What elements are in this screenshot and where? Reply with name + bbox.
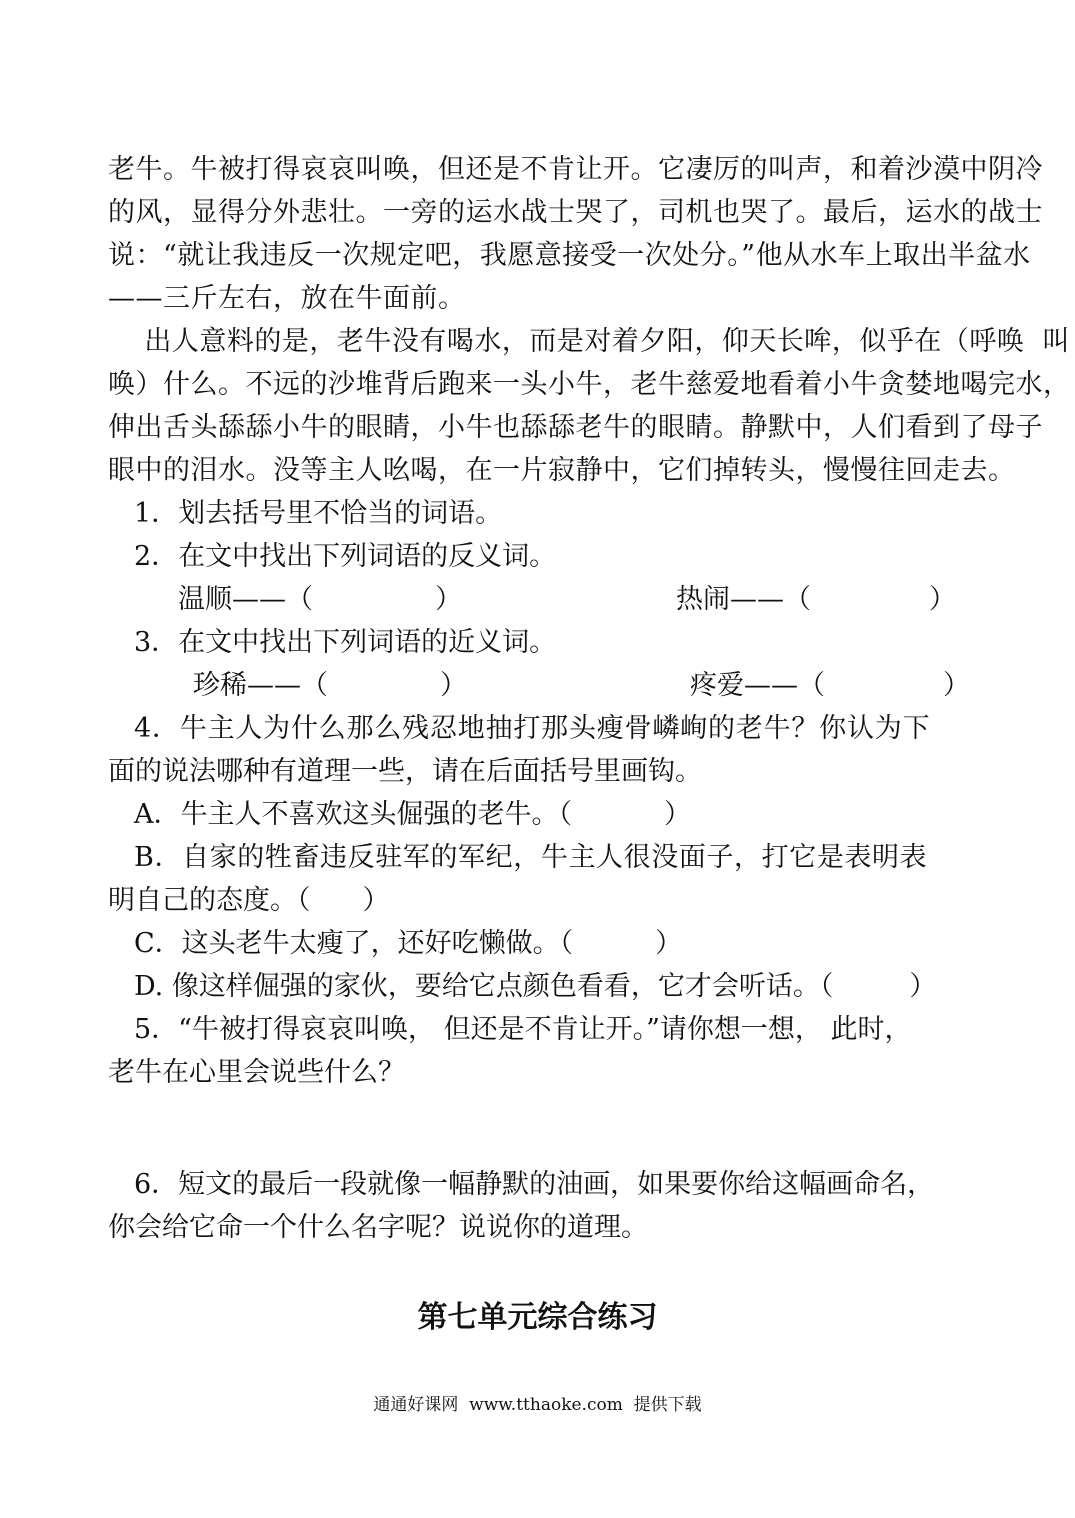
q3-left-close: ） [440, 670, 467, 701]
q2-right-close: ） [929, 584, 956, 615]
option-b-line-1: B．自家的牲畜违反驻军的军纪，牛主人很没面子，打它是表明表 [134, 842, 928, 873]
q3-right-label: 疼爱——（ [690, 670, 825, 701]
passage-line-3: 说：“就让我违反一次规定吧，我愿意接受一次处分。”他从水车上取出半盆水 [108, 240, 1031, 271]
question-4-line-2: 面的说法哪种有道理一些，请在后面括号里画钩。 [108, 756, 702, 787]
option-a-close: ） [664, 799, 691, 830]
option-b-text: 明自己的态度。（ [108, 885, 311, 916]
question-5-line-1: 5．“牛被打得哀哀叫唤， 但还是不肯让开。”请你想一想， 此时， [134, 1014, 912, 1045]
option-a-text: A．牛主人不喜欢这头倔强的老牛。（ [134, 799, 572, 830]
question-1: 1．划去括号里不恰当的词语。 [134, 498, 503, 529]
q3-synonym-left [193, 668, 467, 704]
q2-antonym-right [676, 582, 956, 618]
q2-antonym-left [178, 582, 462, 618]
question-6-line-1: 6．短文的最后一段就像一幅静默的油画，如果要你给这幅画命名， [134, 1169, 935, 1200]
q2-left-label: 温顺——（ [178, 584, 313, 615]
option-d-close: ） [909, 971, 937, 1002]
option-d [134, 969, 936, 1005]
passage-line-2: 的风，显得分外悲壮。一旁的运水战士哭了，司机也哭了。最后，运水的战士 [108, 197, 1043, 228]
option-b-line-2 [108, 883, 390, 919]
q2-right-label: 热闹——（ [676, 584, 811, 615]
option-c-text: C．这头老牛太瘦了，还好吃懒做。（ [134, 928, 574, 959]
passage-line-4: ——三斤左右，放在牛面前。 [108, 283, 466, 314]
passage-line-5: 出人意料的是，老牛没有喝水，而是对着夕阳，仰天长哞，似乎在（呼唤 叫 [108, 326, 1070, 357]
option-a [134, 797, 691, 833]
passage-line-6: 唤）什么。不远的沙堆背后跑来一头小牛，老牛慈爱地看着小牛贪婪地喝完水， [108, 369, 1071, 400]
question-5-line-2: 老牛在心里会说些什么？ [108, 1057, 405, 1088]
q3-synonym-right [690, 668, 970, 704]
passage-line-8: 眼中的泪水。没等主人吆喝，在一片寂静中，它们掉转头，慢慢往回走去。 [108, 455, 1016, 486]
option-d-text: D. 像这样倔强的家伙，要给它点颜色看看，它才会听话。（ [134, 971, 834, 1002]
question-3: 3．在文中找出下列词语的近义词。 [134, 627, 557, 658]
q2-left-close: ） [435, 584, 462, 615]
q3-left-label: 珍稀——（ [193, 670, 328, 701]
option-c [134, 926, 682, 962]
passage-line-7: 伸出舌头舔舔小牛的眼睛，小牛也舔舔老牛的眼睛。静默中，人们看到了母子 [108, 412, 1043, 443]
section-title: 第七单元综合练习 [417, 1300, 658, 1335]
question-6-line-2: 你会给它命一个什么名字呢？说说你的道理。 [108, 1212, 648, 1243]
question-2: 2．在文中找出下列词语的反义词。 [134, 541, 557, 572]
option-c-close: ） [655, 928, 683, 959]
question-4-line-1: 4．牛主人为什么那么残忍地抽打那头瘦骨嶙峋的老牛？你认为下 [134, 713, 931, 744]
q3-right-close: ） [943, 670, 970, 701]
passage-line-1: 老牛。牛被打得哀哀叫唤，但还是不肯让开。它凄厉的叫声，和着沙漠中阴冷 [108, 154, 1043, 185]
footer-credit: 通通好课网 www.tthaoke.com 提供下载 [373, 1395, 702, 1415]
option-b-close: ） [362, 885, 390, 916]
